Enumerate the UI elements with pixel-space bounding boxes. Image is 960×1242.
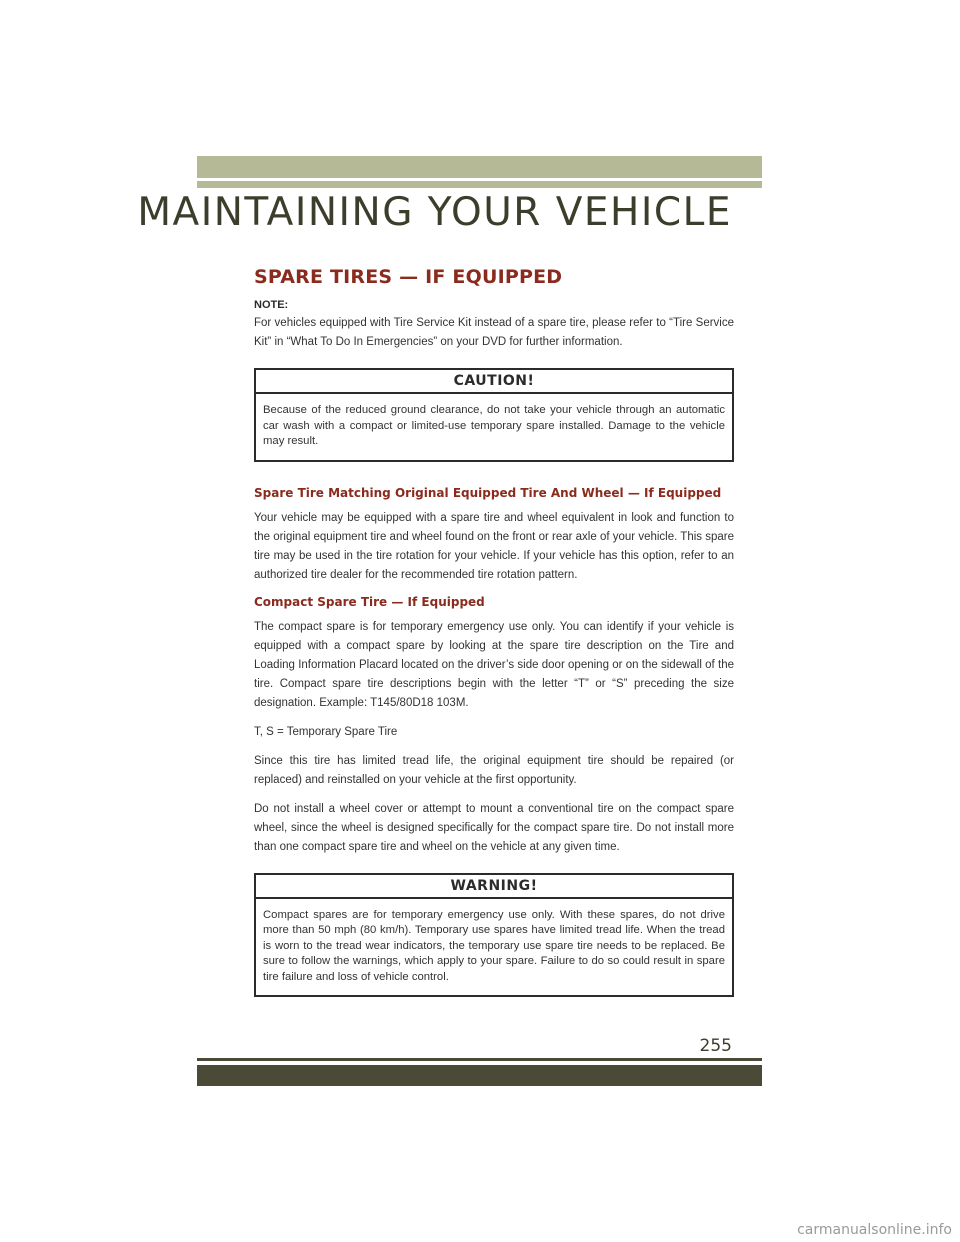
note-label: NOTE:	[254, 299, 289, 311]
footer-stripe	[197, 1058, 762, 1061]
temporary-spare-definition: T, S = Temporary Spare Tire	[254, 725, 398, 738]
spare-tires-heading: SPARE TIRES — IF EQUIPPED	[254, 266, 563, 288]
main-content	[254, 266, 734, 1021]
warning-text: Compact spares are for temporary emergency use only. With these spares, do not drive more than 50 mph (80 km/h). Temporary use spares have limited tread life. When the tread is worn to the tread wear indicators, the temporary use spare tire needs to be replaced. Be sure to follow the warnings, which apply to your spare. Failure to do so could result in spare tire failure and loss of vehicle control.	[263, 908, 725, 983]
header-stripe	[197, 181, 762, 188]
note-text: For vehicles equipped with Tire Service Kit instead of a spare tire, please refer to “Tire Service Kit” in “What To Do In Emergencies” on your DVD for further information.	[254, 317, 734, 348]
compact-spare-heading: Compact Spare Tire — If Equipped	[254, 594, 485, 609]
caution-title: CAUTION!	[256, 370, 732, 394]
matching-spare-text: Your vehicle may be equipped with a spare tire and wheel equivalent in look and function to the original equipment tire and wheel found on the front or rear axle of your vehicle. This spare tire may be used in the tire rotation for your vehicle. If your vehicle has this option, refer to an authorized tire dealer for the recommended tire rotation pattern.	[254, 511, 734, 581]
footer-band	[197, 1065, 762, 1086]
compact-spare-paragraph: Since this tire has limited tread life, the original equipment tire should be repaired (or replaced) and reinstalled on your vehicle at the first opportunity.	[254, 754, 734, 786]
warning-box	[254, 873, 734, 998]
header-band	[197, 156, 762, 178]
caution-box	[254, 368, 734, 462]
compact-spare-paragraph: The compact spare is for temporary emergency use only. You can identify if your vehicle is equipped with a compact spare by looking at the spare tire description on the Tire and Loading Information Placard located on the driver’s side door opening or on the sidewall of the tire. Compact spare tire descriptions begin with the letter “T” or “S” preceding the size designation. Example: T145/80D18 103M.	[254, 620, 734, 709]
matching-spare-heading: Spare Tire Matching Original Equipped Tire And Wheel — If Equipped	[254, 485, 722, 500]
caution-text: Because of the reduced ground clearance, do not take your vehicle through an automatic car wash with a compact or limited-use temporary spare installed. Damage to the vehicle may result.	[263, 404, 725, 447]
page-number: 255	[699, 1036, 732, 1056]
warning-title: WARNING!	[256, 875, 732, 899]
section-title: MAINTAINING YOUR VEHICLE	[137, 190, 732, 235]
watermark-text: carmanualsonline.info	[797, 1222, 952, 1238]
compact-spare-paragraph: Do not install a wheel cover or attempt to mount a conventional tire on the compact spare wheel, since the wheel is designed specifically for the compact spare tire. Do not install more than one compact spare tire and wheel on the vehicle at any given time.	[254, 802, 734, 853]
